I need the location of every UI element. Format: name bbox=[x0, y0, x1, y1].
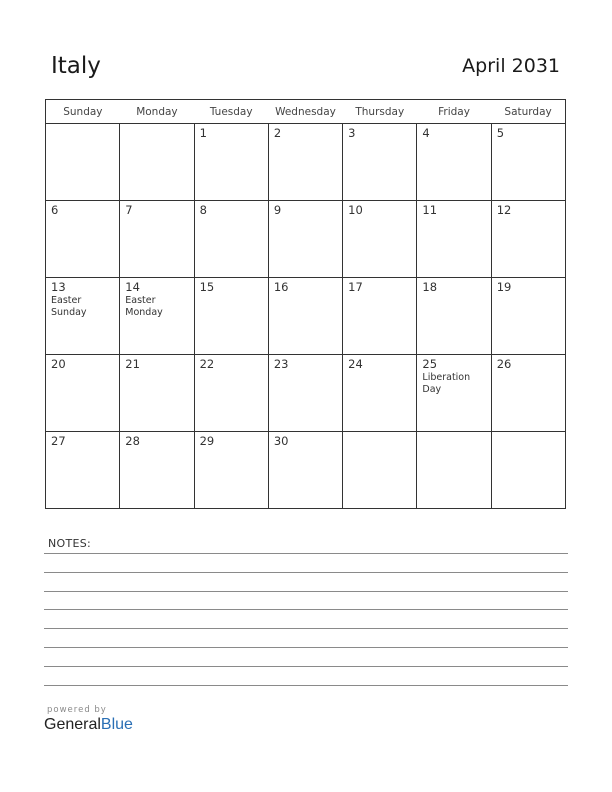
note-line bbox=[44, 572, 568, 573]
day-cell bbox=[46, 201, 120, 278]
day-number: 4 bbox=[422, 126, 430, 140]
holiday-label: Easter Sunday bbox=[51, 295, 87, 318]
day-cell bbox=[417, 432, 491, 509]
day-number: 22 bbox=[199, 357, 215, 371]
day-number: 20 bbox=[51, 357, 66, 371]
weekday-tuesday: Tuesday bbox=[194, 100, 268, 124]
day-number: 26 bbox=[496, 357, 512, 371]
day-number: 24 bbox=[348, 357, 363, 371]
day-cell bbox=[491, 355, 565, 432]
day-number: 10 bbox=[348, 203, 363, 217]
day-number: 25 bbox=[422, 357, 438, 371]
day-cell bbox=[417, 278, 491, 355]
day-number: 3 bbox=[348, 126, 356, 140]
week-row bbox=[46, 278, 566, 355]
brand-blue: Blue bbox=[100, 716, 133, 733]
weekday-thursday: Thursday bbox=[343, 100, 417, 124]
day-cell bbox=[46, 124, 120, 201]
day-cell bbox=[268, 201, 342, 278]
day-cell bbox=[343, 201, 417, 278]
day-cell bbox=[194, 124, 268, 201]
day-number: 8 bbox=[199, 203, 207, 217]
week-row bbox=[46, 432, 566, 509]
note-line bbox=[44, 666, 568, 667]
day-cell bbox=[417, 201, 491, 278]
week-row bbox=[46, 124, 566, 201]
day-cell bbox=[417, 355, 491, 432]
month-title: April 2031 bbox=[462, 55, 560, 77]
day-number: 1 bbox=[199, 126, 207, 140]
day-cell bbox=[120, 355, 194, 432]
day-cell bbox=[46, 355, 120, 432]
day-number: 23 bbox=[273, 357, 289, 371]
powered-by-text: powered by bbox=[47, 705, 107, 715]
day-number: 19 bbox=[496, 280, 512, 294]
holiday-label: Liberation Day bbox=[422, 372, 471, 395]
holiday-label: Easter Monday bbox=[125, 295, 163, 318]
week-row bbox=[46, 355, 566, 432]
day-number: 30 bbox=[273, 434, 289, 448]
day-cell bbox=[343, 355, 417, 432]
day-cell bbox=[491, 201, 565, 278]
notes-label: NOTES: bbox=[48, 537, 92, 550]
day-cell bbox=[343, 432, 417, 509]
note-line bbox=[44, 609, 568, 610]
day-number: 6 bbox=[51, 203, 59, 217]
note-line bbox=[44, 685, 568, 686]
week-row bbox=[46, 201, 566, 278]
day-cell bbox=[120, 124, 194, 201]
day-number: 12 bbox=[496, 203, 512, 217]
weekday-monday: Monday bbox=[120, 100, 194, 124]
day-cell bbox=[194, 201, 268, 278]
note-line bbox=[44, 553, 568, 554]
day-cell bbox=[194, 278, 268, 355]
day-number: 7 bbox=[125, 203, 133, 217]
day-cell bbox=[120, 432, 194, 509]
day-cell bbox=[268, 355, 342, 432]
day-number: 5 bbox=[496, 126, 505, 140]
day-cell bbox=[268, 278, 342, 355]
note-line bbox=[44, 591, 568, 592]
day-cell bbox=[417, 124, 491, 201]
day-number: 18 bbox=[422, 280, 438, 294]
day-number: 14 bbox=[125, 280, 140, 294]
day-number: 21 bbox=[125, 357, 140, 371]
note-line bbox=[44, 647, 568, 648]
day-cell bbox=[120, 201, 194, 278]
day-number: 16 bbox=[273, 280, 289, 294]
brand-general: General bbox=[44, 716, 101, 733]
day-cell bbox=[120, 278, 194, 355]
weekday-header-row bbox=[46, 100, 566, 124]
day-number: 27 bbox=[51, 434, 66, 448]
country-title: Italy bbox=[51, 53, 101, 79]
day-number: 13 bbox=[51, 280, 66, 294]
weekday-saturday: Saturday bbox=[491, 100, 565, 124]
day-cell bbox=[491, 278, 565, 355]
day-cell bbox=[343, 278, 417, 355]
day-cell bbox=[46, 278, 120, 355]
day-cell bbox=[194, 355, 268, 432]
day-cell bbox=[194, 432, 268, 509]
note-line bbox=[44, 628, 568, 629]
weekday-wednesday: Wednesday bbox=[268, 100, 342, 124]
day-cell bbox=[268, 432, 342, 509]
day-cell bbox=[343, 124, 417, 201]
day-cell bbox=[268, 124, 342, 201]
calendar-grid bbox=[45, 99, 566, 509]
day-number: 11 bbox=[422, 203, 438, 217]
day-cell bbox=[491, 124, 565, 201]
day-number: 2 bbox=[273, 126, 282, 140]
weekday-sunday: Sunday bbox=[46, 100, 120, 124]
day-cell bbox=[46, 432, 120, 509]
day-number: 9 bbox=[273, 203, 282, 217]
day-number: 28 bbox=[125, 434, 140, 448]
weekday-friday: Friday bbox=[417, 100, 491, 124]
day-cell bbox=[491, 432, 565, 509]
brand-logo bbox=[44, 716, 133, 734]
day-number: 15 bbox=[199, 280, 215, 294]
day-number: 17 bbox=[348, 280, 363, 294]
day-number: 29 bbox=[199, 434, 215, 448]
